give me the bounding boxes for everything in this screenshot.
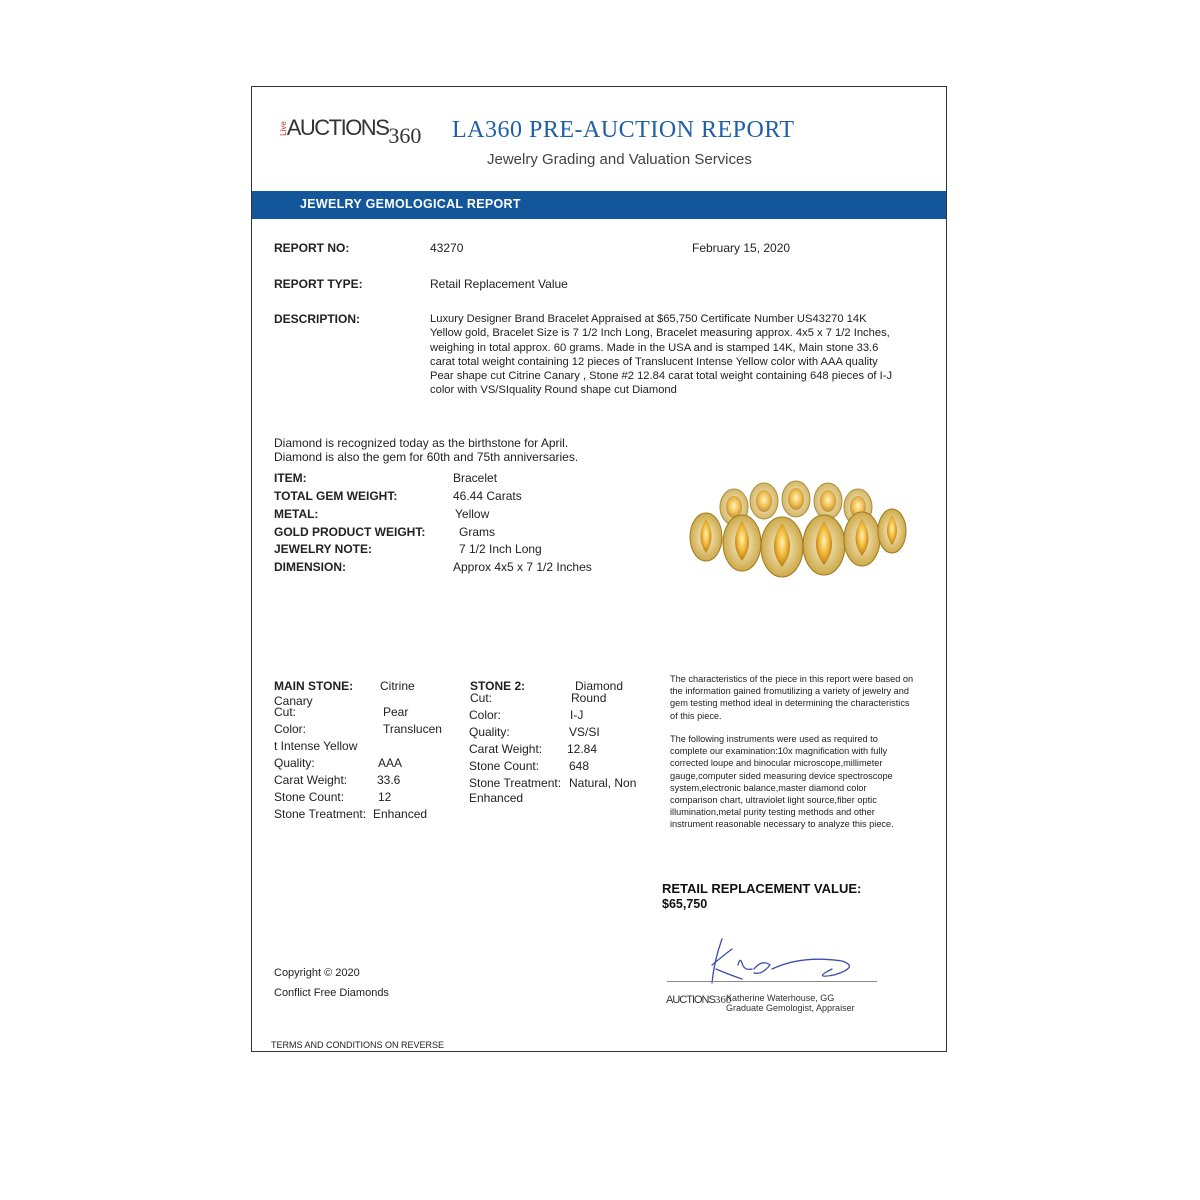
signature-line <box>667 981 877 982</box>
stone2-quality-value: VS/SI <box>569 725 600 739</box>
jewelry-note-value: 7 1/2 Inch Long <box>459 542 542 556</box>
stone2-cut-value: Round <box>571 691 607 705</box>
sig-logo-auctions: AUCTIONS <box>666 994 715 1006</box>
stone2-carat-label: Carat Weight: <box>469 742 543 756</box>
stone2-count-value: 648 <box>569 759 590 773</box>
main-stone-color-value: Translucen <box>383 722 442 736</box>
main-stone-color-label: Color: <box>274 722 307 736</box>
retail-value-label: RETAIL REPLACEMENT VALUE: <box>662 881 862 896</box>
main-stone-color-value-cont: t Intense Yellow <box>274 739 358 753</box>
main-stone-count-value: 12 <box>378 790 392 804</box>
retail-value-amount: $65,750 <box>662 897 708 911</box>
birthstone-line-2: Diamond is also the gem for 60th and 75th anniversaries. <box>274 450 579 464</box>
item-value: Bracelet <box>453 471 498 485</box>
conflict-free-text: Conflict Free Diamonds <box>274 987 389 999</box>
main-stone-carat-value: 33.6 <box>377 773 401 787</box>
stone2-carat-value: 12.84 <box>567 742 598 756</box>
birthstone-line-1: Diamond is recognized today as the birthstone for April. <box>274 436 569 450</box>
terms-text: TERMS AND CONDITIONS ON REVERSE <box>271 1040 445 1050</box>
stone2-treatment-value: Natural, Non <box>569 776 637 790</box>
stone2-color-value: I-J <box>570 708 584 722</box>
metal-value: Yellow <box>455 507 490 521</box>
stone2-treatment-value-cont: Enhanced <box>469 791 524 805</box>
report-document <box>251 86 947 1052</box>
main-stone-label: MAIN STONE: <box>274 679 354 693</box>
item-label: ITEM: <box>274 471 307 485</box>
signature-logo <box>666 994 731 1006</box>
description-text: Luxury Designer Brand Bracelet Appraised at $65,750 Certificate Number US43270 14K Yellow gold, Bracelet Size is 7 1/2 Inch Long, Bracelet measuring approx. 4x5 x 7 1/2 Inches, weighing in total approx. 60 grams. Made in the USA and is stamped 14K, Main stone 33.6 carat total weight containing 12 pieces of Translucent Intense Yellow color with AAA quality Pear shape cut Citrine Canary , Stone #2 12.84 carat total weight containing 648 pieces of I-J color with VS/SIquality Round shape cut Diamond <box>430 313 893 397</box>
gold-product-weight-label: GOLD PRODUCT WEIGHT: <box>274 525 426 539</box>
total-gem-weight-label: TOTAL GEM WEIGHT: <box>274 489 398 503</box>
sig-logo-360: 360 <box>714 994 732 1006</box>
appraiser-title: Graduate Gemologist, Appraiser <box>726 1003 855 1013</box>
main-stone-name: Citrine <box>380 679 415 693</box>
main-stone-treatment-value: Enhanced <box>373 807 428 821</box>
stone2-color-label: Color: <box>469 708 502 722</box>
stone2-quality-label: Quality: <box>469 725 510 739</box>
appraiser-signature <box>692 935 892 991</box>
main-stone-name-cont: Canary <box>274 694 313 708</box>
characteristics-note: The characteristics of the piece in this report were based on the information gained fromutilizing a variety of jewelry and gem testing method ideal in determining the characteristics of this piece. <box>670 674 914 721</box>
dimension-value: Approx 4x5 x 7 1/2 Inches <box>453 560 592 574</box>
report-title: LA360 PRE-AUCTION REPORT <box>452 117 795 143</box>
report-no-value: 43270 <box>430 241 464 255</box>
report-type-value: Retail Replacement Value <box>430 277 568 291</box>
section-header-bar <box>252 191 946 219</box>
main-stone-quality-value: AAA <box>378 756 403 770</box>
total-gem-weight-value: 46.44 Carats <box>453 489 522 503</box>
description-label: DESCRIPTION: <box>274 312 361 326</box>
report-subtitle: Jewelry Grading and Valuation Services <box>487 151 752 168</box>
instruments-note: The following instruments were used as required to complete our examination:10x magnification with fully corrected loupe and binocular microscope,millimeter gauge,computer sided measuring device spectroscope system,electronic balance,master diamond color comparison chart, ultraviolet light source,fiber optic illumination,metal purity testing methods and other instrument reasonable necessary to analyze this piece. <box>670 734 894 830</box>
main-stone-cut-label: Cut: <box>274 705 297 719</box>
logo-360-text: 360 <box>388 123 422 148</box>
main-stone-cut-value: Pear <box>383 705 409 719</box>
metal-label: METAL: <box>274 507 319 521</box>
section-header-title: JEWELRY GEMOLOGICAL REPORT <box>300 197 521 211</box>
main-stone-quality-label: Quality: <box>274 756 315 770</box>
report-type-label: REPORT TYPE: <box>274 277 363 291</box>
logo-auctions-text: AUCTIONS <box>286 115 389 140</box>
stone2-count-label: Stone Count: <box>469 759 540 773</box>
gold-product-weight-value: Grams <box>459 525 495 539</box>
report-date: February 15, 2020 <box>692 241 791 255</box>
main-stone-treatment-label: Stone Treatment: <box>274 807 367 821</box>
jewelry-note-label: JEWELRY NOTE: <box>274 542 373 556</box>
appraiser-name: Katherine Waterhouse, GG <box>726 993 835 1003</box>
logo-live-text: Live <box>278 121 288 136</box>
stone2-name: Diamond <box>575 679 624 693</box>
stone2-cut-label: Cut: <box>470 691 493 705</box>
dimension-label: DIMENSION: <box>274 560 346 574</box>
bracelet-image <box>684 479 909 584</box>
copyright-text: Copyright © 2020 <box>274 967 360 979</box>
main-stone-carat-label: Carat Weight: <box>274 773 348 787</box>
auctions360-logo <box>274 115 422 148</box>
main-stone-count-label: Stone Count: <box>274 790 345 804</box>
report-no-label: REPORT NO: <box>274 241 350 255</box>
stone2-treatment-label: Stone Treatment: <box>469 776 562 790</box>
stone2-label: STONE 2: <box>470 679 526 693</box>
